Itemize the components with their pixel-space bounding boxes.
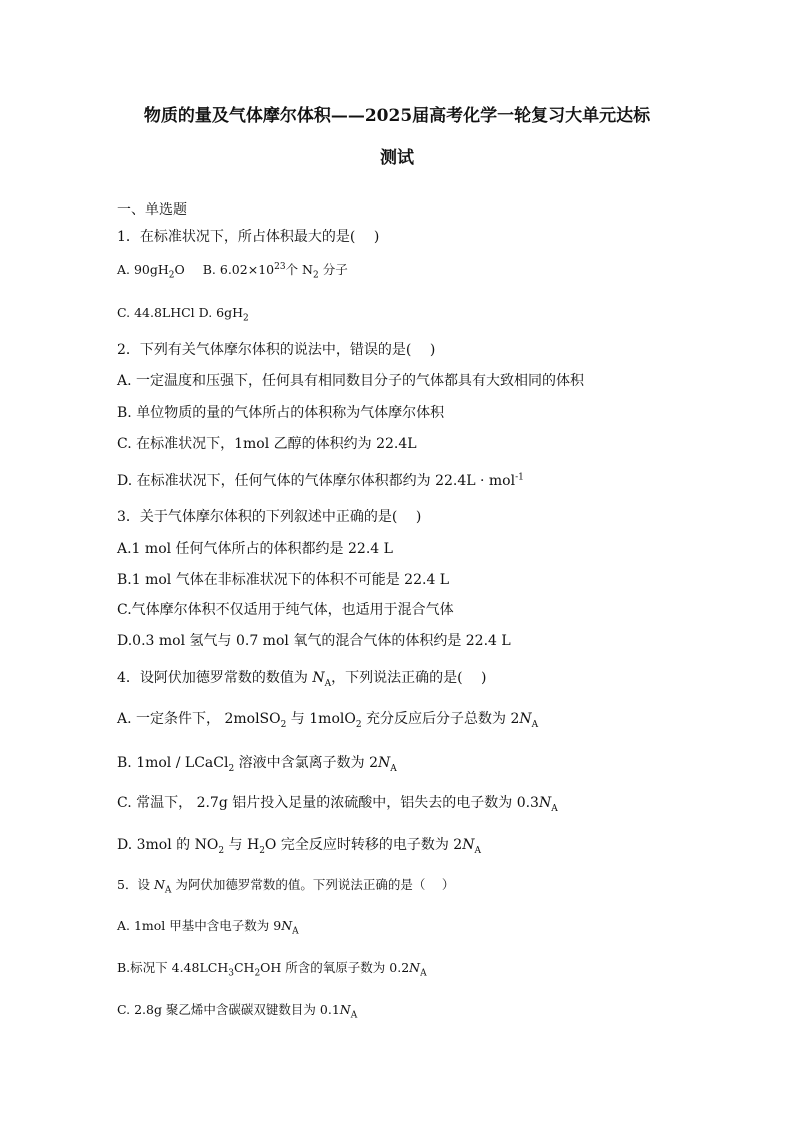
q1-option-c: C. 44.8LHCl [117, 305, 195, 320]
q4-stem: 4．设阿伏加德罗常数的数值为 $N_A$，下列说法正确的是( ) [117, 670, 487, 689]
q3-option-d: D.0.3 mol 氢气与 0.7 mol 氧气的混合气体的体积约是 22.4 L [117, 633, 511, 649]
document-title-line2: 测试 [380, 148, 414, 168]
q2-option-b: B. 单位物质的量的气体所占的体积称为气体摩尔体积 [117, 405, 445, 421]
q1-options-ab [117, 261, 348, 281]
q1-options-cd [117, 305, 249, 324]
q5-option-a: A. 1mol 甲基中含电子数为 $9N_A$ [117, 918, 299, 937]
q5-stem: 5．设 $N_A$ 为阿伏加德罗常数的值。下列说法正确的是（ ） [117, 877, 455, 896]
q2-option-c: C. 在标准状况下，1mol 乙醇的体积约为 22.4L [117, 436, 417, 452]
q3-option-c: C.气体摩尔体积不仅适用于纯气体，也适用于混合气体 [117, 602, 454, 618]
q4-option-d: D. 3mol 的 $NO_2$ 与 $H_2O$ 完全反应时转移的电子数为 $2N_A$ [117, 837, 481, 856]
q1-option-a: A. $90gH_2O$ [117, 262, 185, 281]
q3-option-b: B.1 mol 气体在非标准状况下的体积不可能是 22.4 L [117, 572, 450, 588]
q5-option-b: B.标况下 $4.48LCH_3CH_2OH$ 所含的氧原子数为 $0.2N_A$ [117, 960, 427, 979]
q1-option-d: D. $6gH_2$ [194, 305, 249, 324]
q3-option-a: A.1 mol 任何气体所占的体积都约是 22.4 L [117, 541, 393, 557]
q1-stem: 1．在标准状况下，所占体积最大的是( ) [117, 229, 380, 245]
q4-option-c: C. 常温下， 2.7g 铝片投入足量的浓硫酸中，铝失去的电子数为 $0.3N_A$ [117, 795, 558, 814]
q3-stem: 3．关于气体摩尔体积的下列叙述中正确的是( ) [117, 509, 422, 525]
document-title-line1: 物质的量及气体摩尔体积——2025届高考化学一轮复习大单元达标 [143, 106, 651, 126]
section-heading: 一、单选题 [117, 202, 187, 218]
q5-option-c: C. 2.8g 聚乙烯中含碳碳双键数目为 $0.1N_A$ [117, 1002, 358, 1021]
q4-option-a: A. 一定条件下， 2molSO$_2$ 与 1molO$_2$ 充分反应后分子总数为 $2N_A$ [117, 711, 539, 730]
q4-option-b: B. 1mol / LCaCl$_2$ 溶液中含氯离子数为 $2N_A$ [117, 755, 397, 774]
q1-option-b: B. $6.02\times 10^{23}$个 $N_2$ 分子 [202, 261, 348, 281]
q2-option-d: D. 在标准状况下，任何气体的气体摩尔体积都约为 22.4L · mol$^{-1}$ [117, 472, 524, 489]
q2-stem: 2．下列有关气体摩尔体积的说法中，错误的是( ) [117, 342, 436, 358]
q2-option-a: A. 一定温度和压强下，任何具有相同数目分子的气体都具有大致相同的体积 [117, 373, 585, 389]
